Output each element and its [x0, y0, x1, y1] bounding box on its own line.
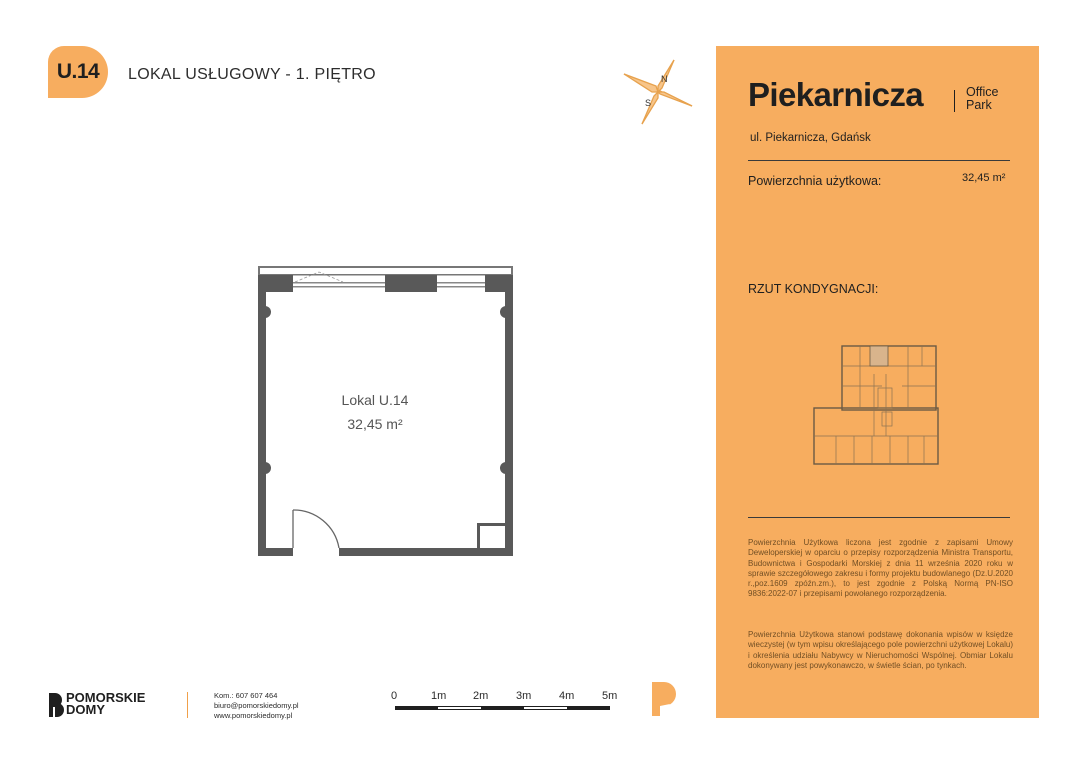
compass-south: S: [645, 98, 652, 108]
scale-label-0: 0: [391, 690, 398, 702]
unit-title: LOKAL USŁUGOWY - 1. PIĘTRO: [128, 66, 376, 83]
room-area: 32,45 m²: [347, 416, 403, 432]
compass-north: N: [661, 74, 668, 84]
area-value: 32,45 m²: [962, 172, 1006, 184]
scale-segment: [567, 706, 610, 710]
scale-label-4: 4m: [559, 690, 575, 702]
company-logo-text: [66, 692, 145, 716]
unit-code: U.14: [56, 60, 100, 83]
footer-separator: [187, 692, 188, 718]
floor-plan-label: RZUT KONDYGNACJI:: [748, 282, 879, 296]
scale-segment: [395, 706, 438, 710]
brand-separator: [954, 90, 955, 112]
brand-sub-line-2: Park: [966, 98, 992, 112]
scale-segment: [481, 706, 524, 710]
piekarnicza-p-logo-icon: [650, 680, 680, 718]
scale-label-2: 2m: [473, 690, 489, 702]
info-panel: [716, 46, 1039, 718]
logo-line-1: POMORSKIE: [66, 690, 146, 705]
divider: [748, 517, 1010, 518]
legal-note-1: Powierzchnia Użytkowa liczona jest zgodnie z zapisami Umowy Deweloperskiej w oparciu o przepisy rozporządzenia Ministra Transportu, Budownictwa i Gospodarki Morskiej z dnia 11 września 2020 roku w sprawie szczegółowego zakresu i formy projektu budowlanego (Dz.U.2020 r.,poz.1609 zpóźn.zm.), to jest zgodnie z Polską Normą PN-ISO 9836:2022-07 i przepisami powołanego rozporządzenia.: [748, 538, 1013, 599]
contact-phone: Kom.: 607 607 464: [214, 691, 278, 700]
logo-line-2: DOMY: [66, 702, 105, 717]
pomorskie-domy-logo-icon: [48, 692, 64, 718]
building-key-plan: [812, 344, 942, 468]
legal-note-2: Powierzchnia Użytkowa stanowi podstawę dokonania wpisów w księdze wieczystej (w tym wpisu określającego pole powierzchni użytkowej Lokalu) i określenia udziału Nabywcy w Nieruchomości Wspólnej. Obmiar Lokalu dokonywany jest powykonawczo, w świetle ścian, po tynkach.: [748, 630, 1013, 670]
room-name: Lokal U.14: [341, 392, 409, 408]
divider: [748, 160, 1010, 161]
address: ul. Piekarnicza, Gdańsk: [750, 132, 871, 144]
scale-bar: [395, 706, 610, 710]
brand-name: Piekarnicza: [748, 76, 924, 113]
scale-label-5: 5m: [602, 690, 618, 702]
unit-floor-plan: [255, 264, 517, 564]
contact-website[interactable]: www.pomorskiedomy.pl: [214, 711, 293, 720]
scale-segment: [524, 706, 567, 710]
contact-email[interactable]: biuro@pomorskiedomy.pl: [214, 701, 299, 710]
scale-segment: [438, 706, 481, 710]
scale-label-1: 1m: [431, 690, 447, 702]
contact-info: [214, 691, 299, 721]
scale-label-3: 3m: [516, 690, 532, 702]
compass-rose-icon: [622, 58, 694, 126]
highlighted-unit: [870, 346, 888, 366]
brand-subtitle: [966, 86, 998, 112]
brand-sub-line-1: Office: [966, 85, 999, 99]
unit-code-badge: [48, 46, 108, 98]
area-label: Powierzchnia użytkowa:: [748, 174, 882, 188]
